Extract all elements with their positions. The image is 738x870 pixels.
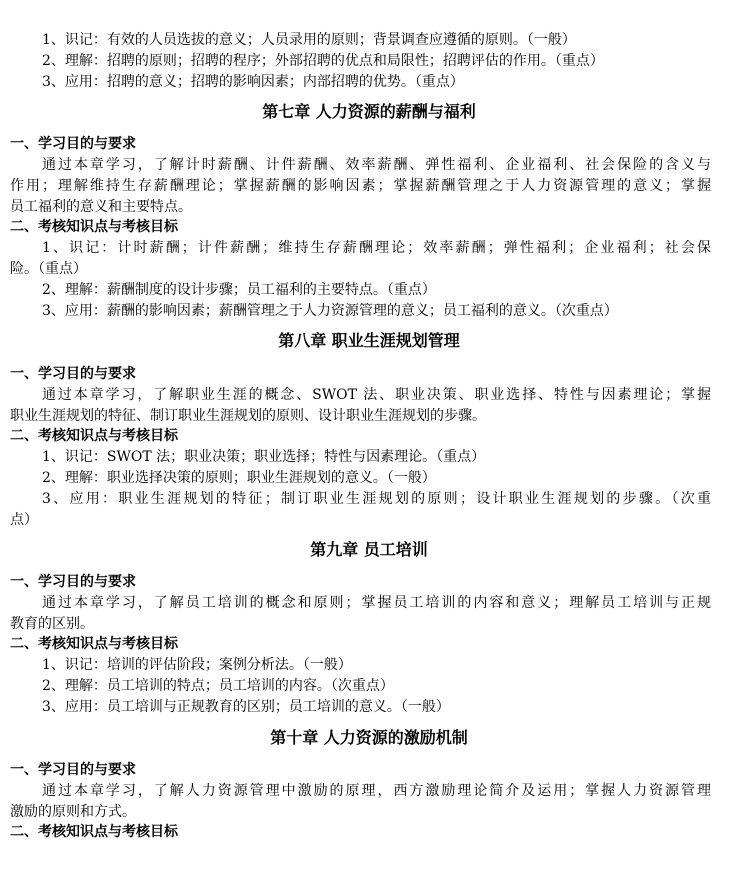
- list-item: 1、识记：SWOT 法；职业决策；职业选择；特性与因素理论。（重点）: [42, 449, 486, 465]
- paragraph-line: 教育的区别。: [10, 616, 94, 632]
- list-item: 点）: [10, 512, 38, 528]
- list-item: 3、应用：招聘的意义；招聘的影响因素；内部招聘的优势。（重点）: [42, 74, 464, 90]
- paragraph-line: 通过本章学习，了解员工培训的概念和原则；掌握员工培训的内容和意义；理解员工培训与正规: [42, 595, 711, 611]
- list-item: 2、理解：员工培训的特点；员工培训的内容。（次重点）: [42, 678, 394, 694]
- paragraph-line: 激励的原则和方式。: [10, 804, 136, 820]
- list-item: 3、应用：职业生涯规划的特征；制订职业生涯规划的原则；设计职业生涯规划的步骤。（次重: [42, 491, 711, 507]
- section-heading: 一、学习目的与要求: [10, 574, 136, 590]
- paragraph-line: 通过本章学习，了解计时薪酬、计件薪酬、效率薪酬、弹性福利、企业福利、社会保险的含义与: [42, 157, 711, 173]
- section-heading: 二、考核知识点与考核目标: [10, 428, 178, 444]
- list-item: 1、识记：计时薪酬；计件薪酬；维持生存薪酬理论；效率薪酬；弹性福利；企业福利；社会保: [42, 240, 711, 256]
- section-heading: 一、学习目的与要求: [10, 762, 136, 778]
- paragraph-line: 通过本章学习，了解人力资源管理中激励的原理，西方激励理论简介及运用；掌握人力资源管理: [42, 783, 711, 799]
- section-heading: 一、学习目的与要求: [10, 136, 136, 152]
- section-heading: 二、考核知识点与考核目标: [10, 636, 178, 652]
- list-item: 3、应用：薪酬的影响因素；薪酬管理之于人力资源管理的意义；员工福利的意义。（次重点）: [42, 303, 618, 319]
- list-item: 1、识记：有效的人员选拔的意义；人员录用的原则；背景调查应遵循的原则。（一般）: [42, 32, 576, 48]
- paragraph-line: 通过本章学习，了解职业生涯的概念、SWOT 法、职业决策、职业选择、特性与因素理论；掌握: [42, 387, 711, 403]
- list-item: 2、理解：薪酬制度的设计步骤；员工福利的主要特点。（重点）: [42, 282, 436, 298]
- paragraph-line: 员工福利的意义和主要特点。: [10, 199, 192, 215]
- chapter-title: 第八章 职业生涯规划管理: [278, 331, 460, 350]
- chapter-title: 第九章 员工培训: [310, 540, 428, 559]
- section-heading: 二、考核知识点与考核目标: [10, 219, 178, 235]
- chapter-title: 第七章 人力资源的薪酬与福利: [262, 102, 476, 121]
- section-heading: 一、学习目的与要求: [10, 366, 136, 382]
- list-item: 险。（重点）: [10, 261, 87, 277]
- list-item: 3、应用：员工培训与正规教育的区别；员工培训的意义。（一般）: [42, 699, 450, 715]
- list-item: 1、识记：培训的评估阶段；案例分析法。（一般）: [42, 657, 352, 673]
- paragraph-line: 作用；理解维持生存薪酬理论；掌握薪酬的影响因素；掌握薪酬管理之于人力资源管理的意义；掌握: [10, 178, 711, 194]
- list-item: 2、理解：职业选择决策的原则；职业生涯规划的意义。（一般）: [42, 470, 436, 486]
- section-heading: 二、考核知识点与考核目标: [10, 824, 178, 840]
- paragraph-line: 职业生涯规划的特征、制订职业生涯规划的原则、设计职业生涯规划的步骤。: [10, 408, 486, 424]
- list-item: 2、理解：招聘的原则；招聘的程序；外部招聘的优点和局限性；招聘评估的作用。（重点）: [42, 53, 604, 69]
- chapter-title: 第十章 人力资源的激励机制: [270, 728, 468, 747]
